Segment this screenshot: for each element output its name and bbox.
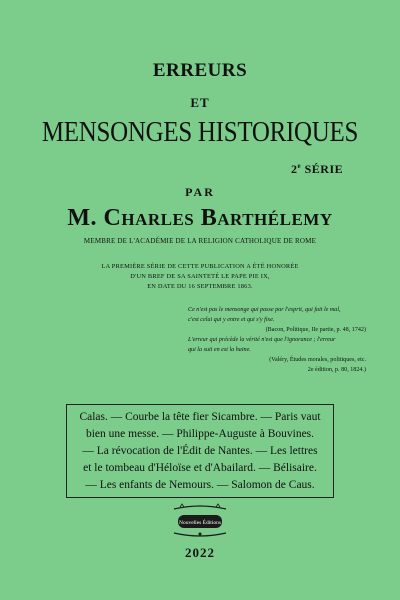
title-line-1: ERREURS [152, 60, 248, 81]
series-number: 2 [291, 162, 298, 176]
title-line-2: ET [190, 95, 210, 110]
publisher-name: Nouvelles Éditions [178, 520, 221, 526]
quote-2-line: L'erreur qui précède la vérité n'est que l'ignorance ; l'erreur [188, 337, 336, 343]
contents-line: — Les enfants de Nemours. — Salomon de Caus. [85, 479, 315, 491]
contents-line: Calas. — Courbe la tête fier Sicambre. — Paris vaut [79, 411, 321, 423]
author-name: M. Charles Barthélemy [67, 205, 333, 231]
quote-1-line: Ce n'est pas le mensonge qui passe par l'esprit, qui fait le mal, [188, 307, 341, 313]
series-word: SÉRIE [301, 162, 344, 176]
notice-line: D'UN BREF DE SA SAINTETÉ LE PAPE PIE IX, [130, 273, 270, 280]
by-label: PAR [185, 185, 215, 199]
epigraphs [188, 305, 366, 375]
title-line-3: MENSONGES HISTORIQUES [41, 116, 359, 148]
series-label [291, 162, 343, 177]
notice-line: EN DATE DU 16 SEPTEMBRE 1863. [147, 283, 253, 290]
publication-notice [60, 262, 340, 292]
quote-1-source: (Bacon, Politique, IIe partie, p. 48, 1742) [265, 327, 366, 333]
series-sup: e [297, 162, 302, 170]
contents-line: — La révocation de l'Édit de Nantes. — Les lettres [82, 445, 318, 457]
quote-2-line: qui la suit en est la haine. [188, 347, 251, 353]
quote-2-source: 2e édition, p. 80, 1824.) [307, 367, 366, 373]
publication-year: 2022 [185, 545, 215, 560]
contents-line: bien une messe. — Philippe-Auguste à Bouvines. [85, 428, 315, 440]
contents-line: et le tombeau d'Héloïse et d'Abailard. — Bélisaire. [83, 462, 317, 474]
quote-2-source: (Valéry, Études morales, politiques, etc. [269, 357, 366, 363]
quote-1-line: c'est celui qui y entre et qui s'y fixe. [188, 317, 275, 323]
author-membership: MEMBRE DE L'ACADÉMIE DE LA RELIGION CATHOLIQUE DE ROME [83, 237, 317, 245]
notice-line: LA PREMIÈRE SÉRIE DE CETTE PUBLICATION A ÉTÉ HONORÉE [101, 263, 299, 270]
contents-box [66, 404, 334, 498]
